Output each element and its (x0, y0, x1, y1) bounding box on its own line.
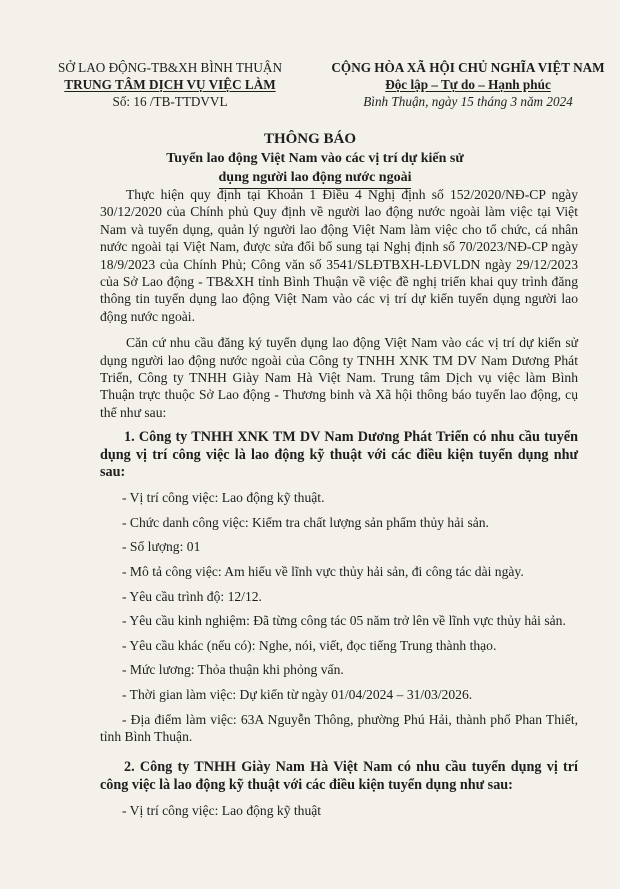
national-title: CỘNG HÒA XÃ HỘI CHỦ NGHĨA VIỆT NAM (331, 60, 605, 75)
list-item: - Địa điểm làm việc: 63A Nguyễn Thông, phường Phú Hải, thành phố Phan Thiết, tỉnh Bình Thuận. (100, 711, 578, 744)
paragraph-legal-basis: Thực hiện quy định tại Khoản 1 Điều 4 Nghị định số 152/2020/NĐ-CP ngày 30/12/2020 của Chính phủ Quy định về người lao động nước ngoài làm việc tại Việt Nam và tuyển dụng, quản lý người lao động Việt Nam làm việc cho tổ chức, cá nhân nước ngoài tại Việt Nam, được sửa đổi bổ sung tại Nghị định số 70/2023/NĐ-CP ngày 18/9/2023 của Chính Phủ; Công văn số 3541/SLĐTBXH-LĐVLDN ngày 29/12/2023 của Sở Lao động - TB&XH tỉnh Bình Thuận về việc đề nghị triển khai quy trình đăng thông tin tuyển dụng lao động Việt Nam vào các vị trí dự kiến tuyển dụng người lao động nước ngoài. (100, 187, 578, 324)
list-item: - Vị trí công việc: Lao động kỹ thuật. (122, 490, 325, 506)
motto (318, 76, 618, 93)
national-header (318, 59, 618, 110)
subtitle-line-2: dụng người lao động nước ngoài (219, 168, 412, 189)
document-number: Số: 16 /TB-TTDVVL (112, 94, 228, 109)
agency-name-text: TRUNG TÂM DỊCH VỤ VIỆC LÀM (64, 77, 276, 92)
list-item: - Yêu cầu kinh nghiệm: Đã từng công tác 05 năm trở lên về lĩnh vực thủy hải sản. (122, 613, 566, 629)
list-item: - Mức lương: Thỏa thuận khi phỏng vấn. (122, 662, 344, 678)
list-item: - Vị trí công việc: Lao động kỹ thuật (122, 802, 322, 818)
motto-text: Độc lập – Tự do – Hạnh phúc (385, 77, 551, 92)
document-date: Bình Thuận, ngày 15 tháng 3 năm 2024 (363, 94, 573, 109)
section-2-heading: 2. Công ty TNHH Giày Nam Hà Việt Nam có nhu cầu tuyển dụng vị trí công việc là lao động kỹ thuật với các điều kiện tuyển dụng như sau: (100, 759, 578, 793)
agency-header (52, 59, 288, 110)
document-body (100, 186, 578, 819)
paragraph-purpose: Căn cứ nhu cầu đăng ký tuyển dụng lao động Việt Nam vào các vị trí dự kiến sử dụng người lao động nước ngoài của Công ty TNHH XNK TM DV Nam Dương Phát Triển, Công ty TNHH Giày Nam Hà Việt Nam. Trung tâm Dịch vụ việc làm Bình Thuận trực thuộc Sở Lao động - Thương binh và Xã hội thông báo tuyển lao động, cụ thể như sau: (100, 335, 578, 420)
agency-name (52, 76, 288, 93)
section-1-heading: 1. Công ty TNHH XNK TM DV Nam Dương Phát Triển có nhu cầu tuyển dụng vị trí công việc là lao động kỹ thuật với các điều kiện tuyển dụng như sau: (100, 429, 578, 481)
list-item: - Chức danh công việc: Kiểm tra chất lượng sản phẩm thủy hải sản. (122, 514, 489, 530)
agency-parent: SỞ LAO ĐỘNG-TB&XH BÌNH THUẬN (58, 60, 282, 75)
document-subtitle (110, 149, 520, 189)
list-item: - Số lượng: 01 (122, 539, 201, 555)
list-item: - Yêu cầu trình độ: 12/12. (122, 588, 262, 604)
list-item: - Thời gian làm việc: Dự kiến từ ngày 01/04/2024 – 31/03/2026. (122, 687, 473, 702)
list-item: - Yêu cầu khác (nếu có): Nghe, nói, viết, đọc tiếng Trung thành thạo. (122, 637, 497, 653)
list-item: - Mô tả công việc: Am hiểu về lĩnh vực thủy hải sản, đi công tác dài ngày. (122, 564, 524, 580)
document-title: THÔNG BÁO (263, 131, 357, 147)
subtitle-line-1: Tuyển lao động Việt Nam vào các vị trí dự kiến sử (166, 151, 464, 166)
